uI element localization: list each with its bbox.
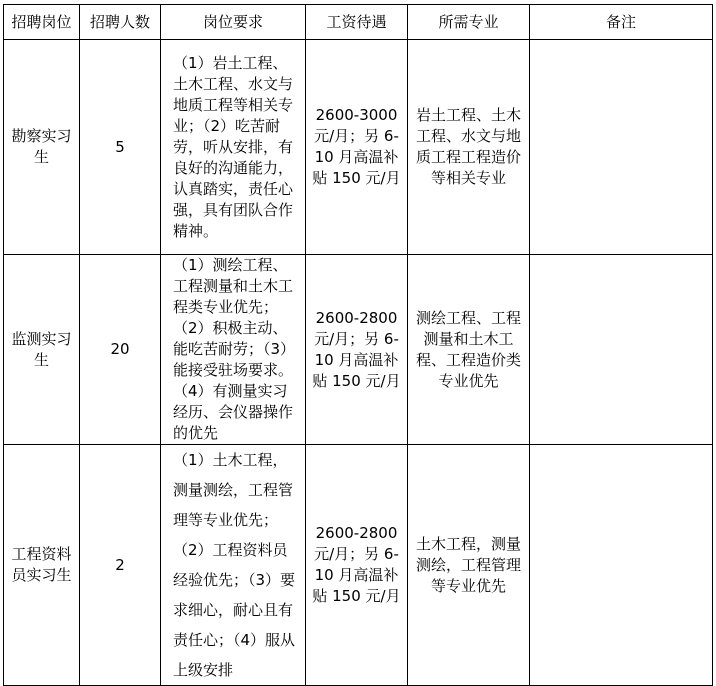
cell-majors: 岩土工程、土木工程、水文与地质工程工程造价等相关专业 <box>408 40 530 255</box>
recruitment-table <box>3 4 713 686</box>
cell-count: 5 <box>80 40 161 255</box>
cell-majors: 土木工程，测量测绘，工程管理等专业优先 <box>408 445 530 686</box>
table-row <box>4 40 713 255</box>
header-count: 招聘人数 <box>80 5 161 40</box>
header-majors: 所需专业 <box>408 5 530 40</box>
cell-salary: 2600-2800元/月；另 6-10 月高温补贴 150 元/月 <box>306 445 408 686</box>
cell-remark <box>530 445 713 686</box>
cell-majors: 测绘工程、工程测量和土木工程、工程造价类专业优先 <box>408 255 530 445</box>
cell-requirements: （1）土木工程，测量测绘，工程管理等专业优先；（2）工程资料员经验优先；（3）要求细心，耐心且有责任心；（4）服从上级安排 <box>161 445 306 686</box>
cell-position: 勘察实习生 <box>4 40 80 255</box>
cell-remark <box>530 40 713 255</box>
cell-salary: 2600-3000元/月；另 6-10 月高温补贴 150 元/月 <box>306 40 408 255</box>
header-position: 招聘岗位 <box>4 5 80 40</box>
cell-remark <box>530 255 713 445</box>
cell-position: 监测实习生 <box>4 255 80 445</box>
header-remark: 备注 <box>530 5 713 40</box>
table-row <box>4 255 713 445</box>
table-row <box>4 445 713 686</box>
cell-count: 20 <box>80 255 161 445</box>
header-requirements: 岗位要求 <box>161 5 306 40</box>
cell-position: 工程资料员实习生 <box>4 445 80 686</box>
cell-count: 2 <box>80 445 161 686</box>
table-header <box>4 5 713 40</box>
cell-salary: 2600-2800元/月；另 6-10 月高温补贴 150 元/月 <box>306 255 408 445</box>
cell-requirements: （1）岩土工程、土木工程、水文与地质工程等相关专业；（2）吃苦耐劳，听从安排，有良好的沟通能力，认真踏实，责任心强，具有团队合作精神。 <box>161 40 306 255</box>
cell-requirements: （1）测绘工程、工程测量和土木工程类专业优先；（2）积极主动、能吃苦耐劳；（3）能接受驻场要求。（4）有测量实习经历、会仪器操作的优先 <box>161 255 306 445</box>
header-salary: 工资待遇 <box>306 5 408 40</box>
